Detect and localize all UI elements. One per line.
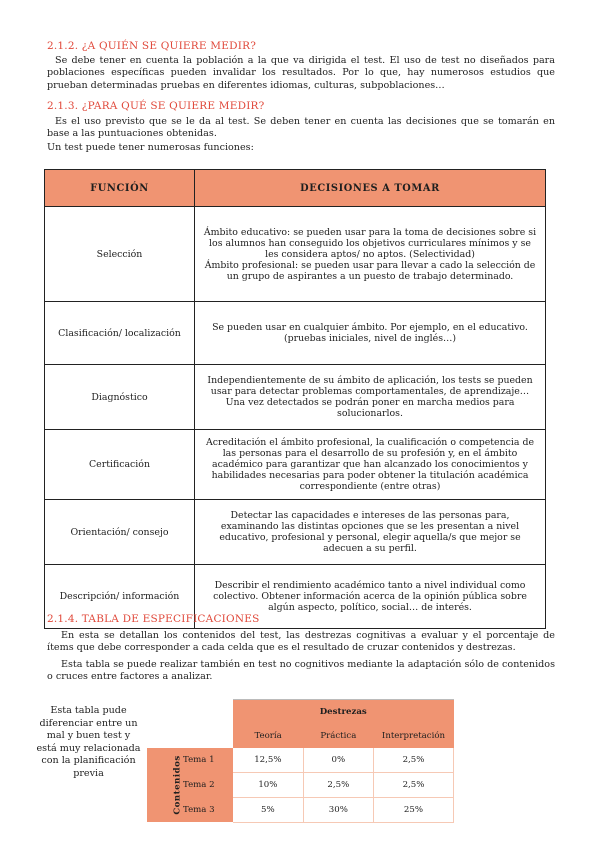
value-cell: 12,5% (233, 748, 303, 773)
function-cell: Diagnóstico (45, 365, 195, 430)
value-cell: 2,5% (373, 748, 453, 773)
section-heading-2-1-3: 2.1.3. ¿PARA QUÉ SE QUIERE MEDIR? (47, 100, 265, 112)
row-group-contenidos: Contenidos (147, 748, 175, 823)
function-cell: Orientación/ consejo (45, 500, 195, 565)
value-cell: 2,5% (373, 772, 453, 797)
decision-text-2: Ámbito profesional: se pueden usar para llevar a cado la selección de un grupo de aspirantes a un puesto de trabajo determinado. (204, 259, 536, 282)
value-cell: 5% (233, 797, 303, 822)
function-cell: Certificación (45, 430, 195, 500)
value-cell: 25% (373, 797, 453, 822)
paragraph-uso-previsto: Es el uso previsto que se le da al test. Se deben tener en cuenta las decisiones que se tomarán en base a las puntuaciones obtenidas. (47, 116, 555, 140)
decision-text: Ámbito educativo: se pueden usar para la toma de decisiones sobre si los alumnos han conseguido los objetivos curriculares mínimos y se les considera aptos/ no aptos. (Selectividad) (203, 226, 537, 260)
table-row (45, 207, 546, 302)
table-row (147, 748, 454, 773)
decision-cell: Independientemente de su ámbito de aplicación, los tests se pueden usar para detectar problemas comportamentales, de aprendizaje… Una vez detectados se podrán poner en marcha medios para solucionarlos. (195, 365, 546, 430)
function-cell: Clasificación/ localización (45, 302, 195, 365)
decision-cell: Acreditación el ámbito profesional, la cualificación o competencia de las personas para el desarrollo de su profesión y, en el ámbito académico para garantizar que han alcanzado los conocimientos y habilidades necesarias para poder obtener la titulación académica correspondiente (entre otras) (195, 430, 546, 500)
group-header-destrezas: Destrezas (233, 700, 454, 724)
value-cell: 10% (233, 772, 303, 797)
section-heading-2-1-2: 2.1.2. ¿A QUIÉN SE QUIERE MEDIR? (47, 40, 257, 52)
specifications-table (147, 699, 454, 823)
side-note: Esta tabla pude diferenciar entre un mal y buen test y está muy relacionada con la planificación previa (36, 705, 141, 779)
paragraph-funciones: Un test puede tener numerosas funciones: (47, 142, 254, 153)
row-header: Tema 1 (175, 748, 233, 773)
decision-cell: Detectar las capacidades e intereses de las personas para, examinando las distintas opciones que se les presentan a nivel educativo, profesional y personal, elegir aquella/s que mejor se adecuen a su perfil. (195, 500, 546, 565)
table-row (45, 430, 546, 500)
table-row (147, 797, 454, 822)
table-row (45, 500, 546, 565)
row-header: Tema 3 (175, 797, 233, 822)
header-funcion: FUNCIÓN (45, 170, 195, 207)
paragraph-contenidos: En esta se detallan los contenidos del test, las destrezas cognitivas a evaluar y el porcentaje de ítems que debe corresponder a cada celda que es el resultado de cruzar contenidos y destrezas. (47, 630, 555, 654)
table-row (147, 772, 454, 797)
column-header: Teoría (233, 724, 303, 748)
paragraph-poblacion: Se debe tener en cuenta la población a la que va dirigida el test. El uso de test no diseñados para poblaciones específicas pueden invalidar los resultados. Por lo que, hay numerosos estudios que prueban determinadas pruebas en diferentes idiomas, culturas, subpoblaciones… (47, 55, 555, 91)
column-header: Interpretación (373, 724, 453, 748)
table-row (45, 365, 546, 430)
decision-cell (195, 207, 546, 302)
decision-cell: Se pueden usar en cualquier ámbito. Por ejemplo, en el educativo. (pruebas iniciales, nivel de inglés…) (195, 302, 546, 365)
row-header: Tema 2 (175, 772, 233, 797)
functions-table-header (45, 170, 546, 207)
table-row (45, 302, 546, 365)
functions-table (44, 169, 546, 629)
value-cell: 2,5% (303, 772, 373, 797)
header-decisiones: DECISIONES A TOMAR (195, 170, 546, 207)
function-cell: Descripción/ información (45, 565, 195, 629)
value-cell: 30% (303, 797, 373, 822)
value-cell: 0% (303, 748, 373, 773)
function-cell: Selección (45, 207, 195, 302)
section-heading-2-1-4: 2.1.4. TABLA DE ESPECIFICACIONES (47, 613, 260, 625)
column-header: Práctica (303, 724, 373, 748)
decision-cell: Describir el rendimiento académico tanto a nivel individual como colectivo. Obtener información acerca de la opinión pública sobre algún aspecto, político, social… de interés. (195, 565, 546, 629)
paragraph-no-cognitivos: Esta tabla se puede realizar también en test no cognitivos mediante la adaptación sólo de contenidos o cruces entre factores a analizar. (47, 659, 555, 683)
